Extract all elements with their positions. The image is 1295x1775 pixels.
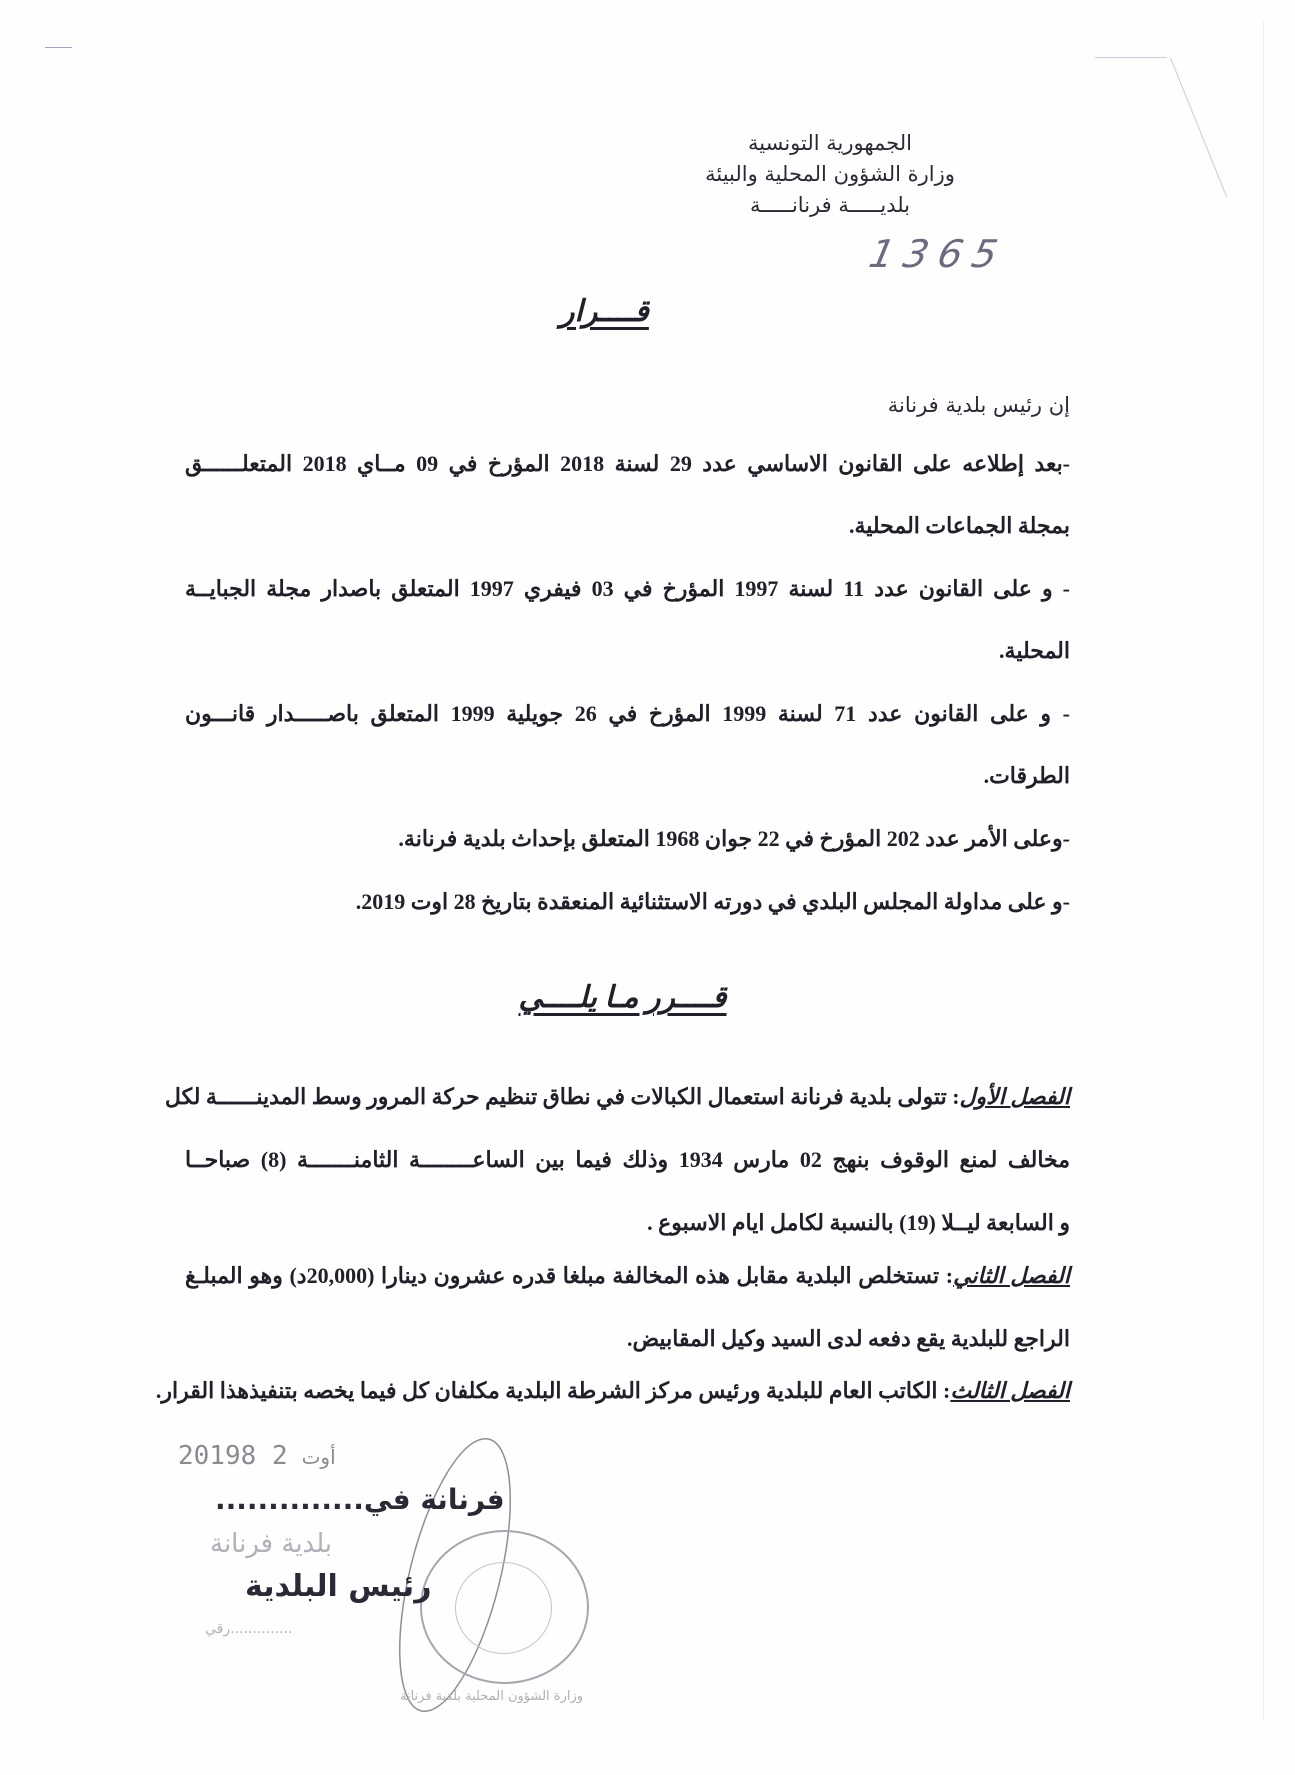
whereas-line: - و على القانون عدد 71 لسنة 1999 المؤرخ في 26 جويلية 1999 المتعلق باصـــــدار قانـــون — [185, 701, 1071, 726]
whereas-line: -بعد إطلاعه على القانون الاساسي عدد 29 لسنة 2018 المؤرخ في 09 مــاي 2018 المتعلــــــق — [185, 451, 1071, 476]
whereas-line: -و على مداولة المجلس البلدي في دورته الاستثنائية المنعقدة بتاريخ 28 اوت 2019. — [355, 889, 1070, 914]
date-stamp-year: 2019 — [178, 1441, 241, 1471]
date-stamp-month: أوت — [301, 1445, 336, 1469]
article-label: الفصل الأول — [959, 1084, 1070, 1109]
scan-artifact-mark — [1095, 57, 1167, 58]
scan-artifact-mark — [1170, 58, 1227, 197]
article-1 — [164, 1083, 1070, 1112]
decision-heading: قــــرر مـا يلــــي — [518, 981, 727, 1014]
official-seal-emblem-icon — [455, 1562, 552, 1654]
preamble-intro: إن رئيس بلدية فرنانة — [887, 393, 1070, 417]
whereas-line: بمجلة الجماعات المحلية. — [848, 513, 1070, 538]
article-text: : تتولى بلدية فرنانة استعمال الكبالات في نطاق تنظيم حركة المرور وسط المدينــــــة لكل — [164, 1084, 960, 1109]
signer-title: رئيس البلدية — [245, 1569, 432, 1604]
whereas-line: الطرقات. — [983, 763, 1070, 788]
handwritten-reference-number: 1365 — [865, 232, 1012, 276]
letterhead-ministry: وزارة الشؤون المحلية والبيئة — [705, 162, 955, 186]
name-stamp-role: ..............رقي — [205, 1621, 293, 1637]
article-text: : الكاتب العام للبلدية ورئيس مركز الشرطة البلدية مكلفان كل فيما يخصه بتنفيذهذا القرار. — [155, 1378, 951, 1403]
article-3 — [155, 1377, 1070, 1406]
whereas-line: - و على القانون عدد 11 لسنة 1997 المؤرخ في 03 فيفري 1997 المتعلق باصدار مجلة الجبايــة — [185, 576, 1071, 601]
article-text: : تستخلص البلدية مقابل هذه المخالفة مبلغا قدره عشرون دينارا (20,000د) وهو المبلـغ — [185, 1263, 954, 1288]
name-stamp: بلدية فرنانة — [210, 1529, 333, 1559]
date-stamp — [178, 1440, 350, 1473]
article-2 — [185, 1262, 1070, 1291]
scan-page-edge — [1263, 20, 1264, 1720]
article-line: مخالف لمنع الوقوف بنهج 02 مارس 1934 وذلك فيما بين الساعــــــــة الثامنـــــــة (8) صباحــا — [185, 1147, 1071, 1172]
whereas-line: المحلية. — [999, 638, 1070, 663]
signature-place-date: فرنانة في.............. — [215, 1483, 505, 1516]
seal-text: وزارة الشؤون المحلية بلدية فرنانة — [400, 1689, 584, 1704]
whereas-line: -وعلى الأمر عدد 202 المؤرخ في 22 جوان 1968 المتعلق بإحداث بلدية فرنانة. — [398, 826, 1070, 851]
document-title: قــــرار — [560, 295, 649, 328]
letterhead-country: الجمهورية التونسية — [748, 131, 912, 155]
article-label: الفصل الثالث — [950, 1378, 1070, 1403]
letterhead — [650, 128, 1010, 221]
article-line: و السابعة ليــلا (19) بالنسبة لكامل ايام الاسبوع . — [647, 1210, 1070, 1235]
letterhead-municipality: بلديـــــة فرنانـــــة — [749, 193, 911, 217]
date-stamp-day: 2 8 — [240, 1441, 288, 1471]
article-line: الراجع للبلدية يقع دفعه لدى السيد وكيل المقابيض. — [626, 1326, 1070, 1351]
article-label: الفصل الثاني — [953, 1263, 1070, 1288]
scan-artifact-mark — [45, 47, 72, 48]
